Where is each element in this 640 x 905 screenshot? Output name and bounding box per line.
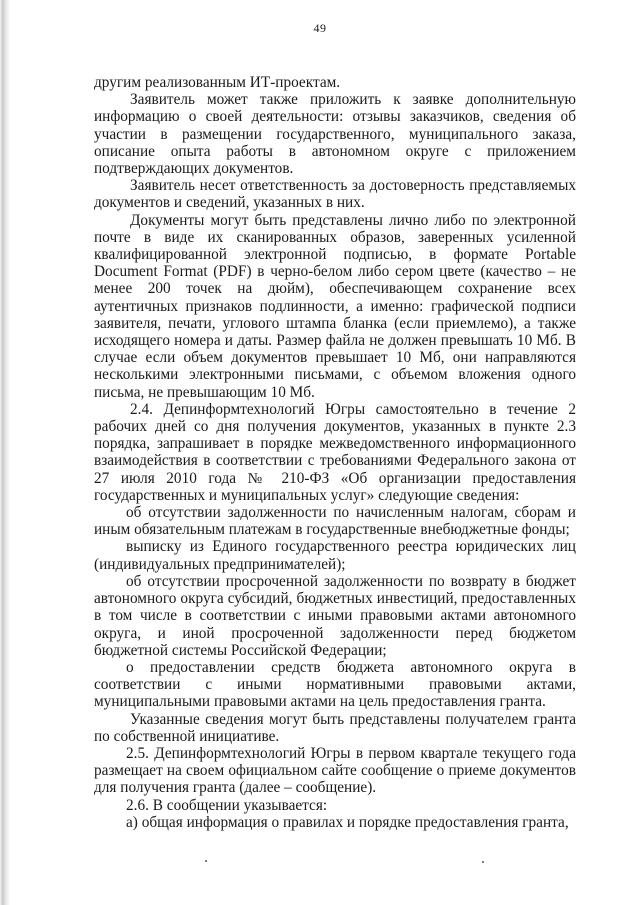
paragraph-continuation: другим реализованным ИТ-проектам. xyxy=(94,74,341,91)
scan-speck xyxy=(205,860,207,862)
scan-speck xyxy=(482,861,484,863)
paragraph-additional-info: Заявитель может также приложить к заявке дополнительную информацию о своей деятельности: отзывы заказчиков, сведения об участии в размещении государственного, муниципального заказа, описание опыта работы в автономном округе с приложением подтверждающих документов. xyxy=(94,91,576,178)
list-item-budget-funds: о предоставлении средств бюджета автономного округа в соответствии с иными нормативными правовыми актами, муниципальными правовыми актами на цель предоставления гранта. xyxy=(94,658,576,711)
paragraph-document-submission: Документы могут быть представлены лично либо по электронной почте в виде их сканированных образов, заверенных усиленной квалифицированной электронной подписью, в формате Portable Document Format (PDF) в черно-белом либо сером цвете (качество – не менее 200 точек на дюйм), обеспечивающем сохранение всех аутентичных признаков подлинности, а именно: графической подписи заявителя, печати, углового штампа бланка (если приемлемо), а также исходящего номера и даты. Размер файла не должен превышать 10 Мб. В случае если объем документов превышает 10 Мб, они направляются несколькими электронными письмами, с объемом вложения одного письма, не превышающим 10 Мб. xyxy=(94,211,576,401)
paragraph-section-2-5: 2.5. Депинформтехнологий Югры в первом квартале текущего года размещает на своем официальном сайте сообщение о приеме документов для получения гранта (далее – сообщение). xyxy=(94,744,576,797)
list-item-overdue-debt: об отсутствии просроченной задолженности по возврату в бюджет автономного округа субсидий, бюджетных инвестиций, предоставленных в том числе в соответствии с иными правовыми актами автономного округа, и иной просроченной задолженности перед бюджетом бюджетной системы Российской Федерации; xyxy=(94,572,576,659)
paragraph-section-2-4: 2.4. Депинформтехнологий Югры самостоятельно в течение 2 рабочих дней со дня получения документов, указанных в пункте 2.3 порядка, запрашивает в порядке межведомственного информационного взаимодействия в соответствии с требованиями Федерального закона от 27 июля 2010 года № 210-ФЗ «Об организации предоставления государственных и муниципальных услуг» следующие сведения: xyxy=(94,400,576,504)
list-item-registry-extract: выписку из Единого государственного реестра юридических лиц (индивидуальных предпринимателей); xyxy=(94,538,576,573)
document-body xyxy=(94,74,576,831)
paragraph-item-a: а) общая информация о правилах и порядке предоставления гранта, xyxy=(126,813,569,831)
paragraph-section-2-6: 2.6. В сообщении указывается: xyxy=(126,796,328,814)
paragraph-own-initiative: Указанные сведения могут быть представлены получателем гранта по собственной инициативе. xyxy=(94,710,576,745)
page-number: 49 xyxy=(313,21,327,35)
paragraph-responsibility: Заявитель несет ответственность за достоверность представляемых документов и сведений, указанных в них. xyxy=(94,177,576,212)
scan-edge xyxy=(0,0,9,905)
list-item-tax-debt: об отсутствии задолженности по начисленным налогам, сборам и иным обязательным платежам в государственные внебюджетные фонды; xyxy=(94,504,576,539)
